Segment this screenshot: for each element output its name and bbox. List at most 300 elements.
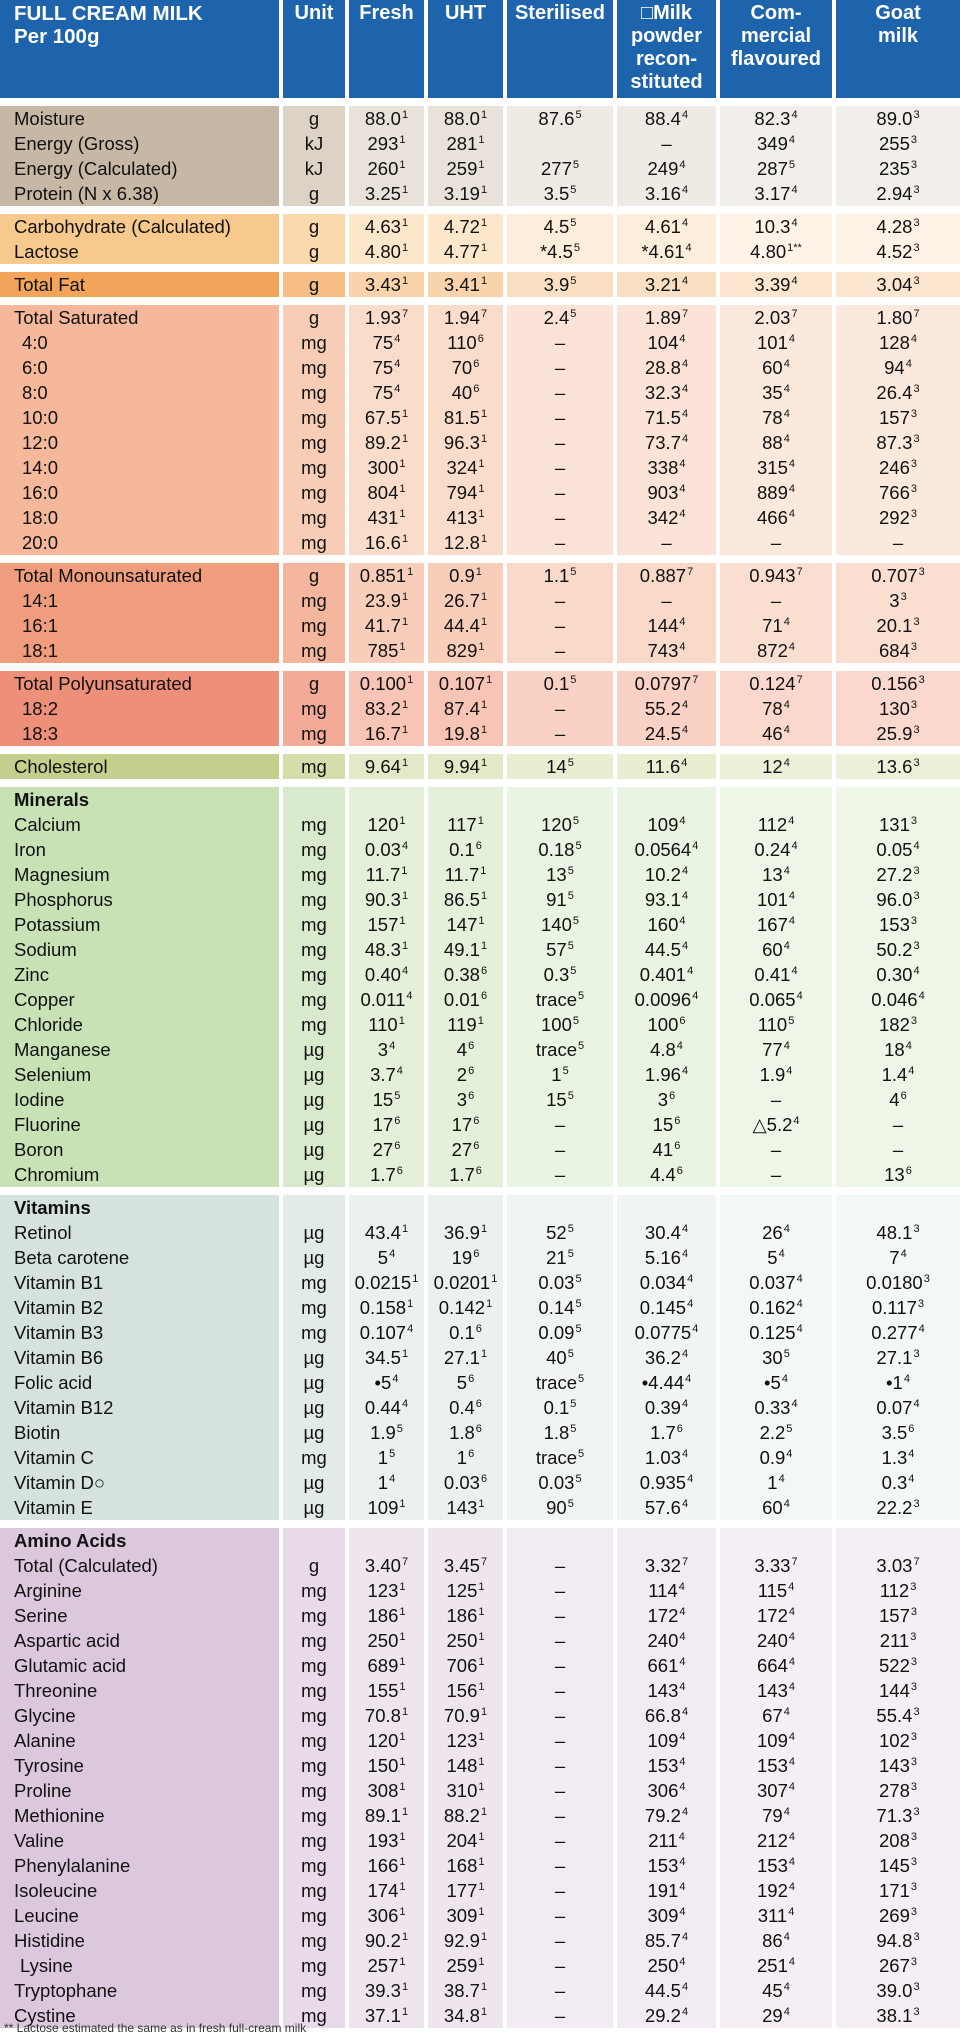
value: 661 bbox=[647, 1655, 679, 1676]
cell-fresh bbox=[349, 837, 424, 862]
value: 171 bbox=[879, 1880, 910, 1901]
cell-uht bbox=[428, 721, 503, 746]
value: 100 bbox=[541, 1014, 572, 1035]
table-row bbox=[0, 1728, 960, 1753]
cell-sterilised bbox=[507, 214, 613, 239]
cell-fresh bbox=[349, 1553, 424, 1578]
cell-name: Beta carotene bbox=[0, 1245, 279, 1270]
cell-milk-powder bbox=[617, 106, 716, 131]
reference-superscript: 1 bbox=[478, 1856, 485, 1868]
value: 804 bbox=[367, 482, 399, 503]
cell-goat bbox=[836, 912, 960, 937]
value: 308 bbox=[367, 1780, 399, 1801]
value: 0.40 bbox=[364, 964, 401, 985]
reference-superscript: 5 bbox=[567, 1348, 574, 1360]
reference-superscript: 3 bbox=[913, 616, 920, 628]
reference-superscript: 4 bbox=[678, 1831, 685, 1843]
cell-name: 8:0 bbox=[0, 380, 279, 405]
table-row bbox=[0, 1778, 960, 1803]
cell-milk-powder bbox=[617, 1012, 716, 1037]
reference-superscript: 5 bbox=[788, 159, 795, 171]
reference-superscript: 4 bbox=[788, 1781, 795, 1793]
value: 23.9 bbox=[364, 590, 401, 611]
value: – bbox=[554, 1955, 566, 1976]
value: 310 bbox=[446, 1780, 478, 1801]
reference-superscript: 5 bbox=[570, 674, 577, 686]
cell-name: Tyrosine bbox=[0, 1753, 279, 1778]
table-subtitle: Per 100g bbox=[14, 25, 100, 48]
value: 29.2 bbox=[644, 2005, 681, 2026]
cell-goat bbox=[836, 455, 960, 480]
cell-commercial bbox=[720, 696, 832, 721]
value: 269 bbox=[879, 1905, 910, 1926]
cell-uht bbox=[428, 239, 503, 264]
cell-uht bbox=[428, 455, 503, 480]
value: 0.142 bbox=[438, 1297, 486, 1318]
cell-commercial bbox=[720, 1953, 832, 1978]
value: 109 bbox=[367, 1497, 399, 1518]
cell-milk-powder bbox=[617, 1803, 716, 1828]
value: 102 bbox=[879, 1730, 910, 1751]
reference-superscript: 1 bbox=[399, 458, 406, 470]
reference-superscript: 3 bbox=[910, 1906, 917, 1918]
cell-name: Chromium bbox=[0, 1162, 279, 1187]
value: – bbox=[554, 2005, 566, 2026]
value: 0.1 bbox=[449, 1322, 475, 1343]
value: 156 bbox=[446, 1680, 478, 1701]
reference-superscript: 5 bbox=[575, 109, 582, 121]
cell-fresh bbox=[349, 1778, 424, 1803]
value: 11.7 bbox=[365, 864, 401, 885]
cell-name: Zinc bbox=[0, 962, 279, 987]
reference-superscript: 1 bbox=[401, 757, 409, 769]
cell-commercial bbox=[720, 1553, 832, 1578]
cell-sterilised bbox=[507, 1828, 613, 1853]
cell-uht bbox=[428, 1653, 503, 1678]
cell-milk-powder bbox=[617, 1878, 716, 1903]
reference-superscript: 1 bbox=[401, 433, 409, 445]
table-row bbox=[0, 380, 960, 405]
cell-uht bbox=[428, 380, 503, 405]
table-row bbox=[0, 1270, 960, 1295]
value: 143 bbox=[879, 1755, 910, 1776]
reference-superscript: 1 bbox=[399, 1756, 406, 1768]
reference-superscript: 1 bbox=[478, 1781, 485, 1793]
reference-superscript: 1 bbox=[478, 159, 485, 171]
cell-commercial bbox=[720, 1603, 832, 1628]
reference-superscript: 4 bbox=[681, 358, 689, 370]
value: 0.1 bbox=[543, 673, 570, 694]
cell-uht bbox=[428, 1703, 503, 1728]
cell-name: 10:0 bbox=[0, 405, 279, 430]
cell-commercial bbox=[720, 1878, 832, 1903]
reference-superscript: 1 bbox=[401, 724, 409, 736]
reference-superscript: 1 bbox=[478, 508, 485, 520]
cell-uht bbox=[428, 1878, 503, 1903]
cell-milk-powder bbox=[617, 530, 716, 555]
cell-name: Total Monounsaturated bbox=[0, 563, 279, 588]
cell-fresh bbox=[349, 696, 424, 721]
cell-uht bbox=[428, 1495, 503, 1520]
reference-superscript: 6 bbox=[468, 1090, 475, 1102]
table-row bbox=[0, 1245, 960, 1270]
cell-milk-powder bbox=[617, 862, 716, 887]
value: 240 bbox=[757, 1630, 788, 1651]
cell-uht bbox=[428, 1828, 503, 1853]
reference-superscript: 4 bbox=[791, 275, 798, 287]
value: 0.30 bbox=[876, 964, 913, 985]
cell-fresh bbox=[349, 812, 424, 837]
value: 278 bbox=[879, 1780, 910, 1801]
reference-superscript: 1 bbox=[480, 184, 488, 196]
value: 150 bbox=[367, 1755, 399, 1776]
value: 1.9 bbox=[370, 1422, 396, 1443]
value: 13.6 bbox=[876, 756, 913, 777]
value: 0.0215 bbox=[354, 1272, 412, 1293]
section-gap bbox=[0, 779, 960, 787]
cell-name: Glycine bbox=[0, 1703, 279, 1728]
reference-superscript: 1 bbox=[407, 566, 414, 578]
cell-uht bbox=[428, 1345, 503, 1370]
cell-goat bbox=[836, 1953, 960, 1978]
value: 26.7 bbox=[443, 590, 480, 611]
cell-fresh bbox=[349, 405, 424, 430]
cell-goat bbox=[836, 1678, 960, 1703]
value: 192 bbox=[757, 1880, 788, 1901]
value: 67.5 bbox=[364, 407, 401, 428]
value: 0.100 bbox=[359, 673, 407, 694]
cell-name: Vitamin B3 bbox=[0, 1320, 279, 1345]
cell-commercial bbox=[720, 530, 832, 555]
value: 21 bbox=[546, 1247, 567, 1268]
cell-milk-powder bbox=[617, 156, 716, 181]
reference-superscript: 6 bbox=[480, 1473, 488, 1485]
cell-name: Protein (N x 6.38) bbox=[0, 181, 279, 206]
cell-commercial bbox=[720, 1728, 832, 1753]
value: 35 bbox=[762, 382, 783, 403]
value: – bbox=[554, 615, 566, 636]
reference-superscript: 4 bbox=[783, 940, 790, 952]
table-row bbox=[0, 1678, 960, 1703]
value: 255 bbox=[879, 133, 910, 154]
cell-fresh bbox=[349, 1528, 424, 1553]
cell-name: 14:0 bbox=[0, 455, 279, 480]
cell-uht bbox=[428, 214, 503, 239]
cell-name: Arginine bbox=[0, 1578, 279, 1603]
reference-superscript: 4 bbox=[783, 408, 790, 420]
value: 18 bbox=[884, 1039, 905, 1060]
table-title: FULL CREAM MILK bbox=[14, 2, 203, 25]
reference-superscript: 4 bbox=[679, 1631, 686, 1643]
reference-superscript: 4 bbox=[679, 815, 686, 827]
reference-superscript: 7 bbox=[791, 308, 798, 320]
cell-unit: mg bbox=[283, 1603, 345, 1628]
cell-sterilised bbox=[507, 1653, 613, 1678]
cell-milk-powder bbox=[617, 2003, 716, 2028]
value: 43.4 bbox=[364, 1222, 401, 1243]
value: 123 bbox=[446, 1730, 478, 1751]
cell-milk-powder bbox=[617, 181, 716, 206]
cell-name: Iron bbox=[0, 837, 279, 862]
cell-fresh bbox=[349, 272, 424, 297]
section-gap bbox=[0, 663, 960, 671]
reference-superscript: 4 bbox=[788, 1606, 795, 1618]
value: 153 bbox=[757, 1855, 788, 1876]
value: 71.3 bbox=[876, 1805, 913, 1826]
cell-commercial bbox=[720, 1162, 832, 1187]
cell-uht bbox=[428, 613, 503, 638]
section-gap bbox=[0, 1520, 960, 1528]
value: 81.5 bbox=[443, 407, 480, 428]
cell-fresh bbox=[349, 455, 424, 480]
reference-superscript: 4 bbox=[679, 1606, 686, 1618]
table-row bbox=[0, 305, 960, 330]
cell-name: Biotin bbox=[0, 1420, 279, 1445]
reference-superscript: 1 bbox=[412, 1273, 419, 1285]
cell-milk-powder bbox=[617, 1112, 716, 1137]
reference-superscript: 1 bbox=[477, 1015, 484, 1027]
cell-commercial bbox=[720, 1853, 832, 1878]
table-row bbox=[0, 1928, 960, 1953]
table-row bbox=[0, 1753, 960, 1778]
reference-superscript: 1 bbox=[480, 408, 488, 420]
reference-superscript: 6 bbox=[480, 990, 488, 1002]
table-header bbox=[0, 0, 960, 98]
reference-superscript: 1 bbox=[401, 275, 409, 287]
cell-goat bbox=[836, 1728, 960, 1753]
section-gap bbox=[0, 1187, 960, 1195]
reference-superscript: 1 bbox=[478, 483, 485, 495]
cell-unit: µg bbox=[283, 1162, 345, 1187]
reference-superscript: 6 bbox=[669, 1090, 676, 1102]
reference-superscript: 1 bbox=[401, 109, 409, 121]
cell-name: Phosphorus bbox=[0, 887, 279, 912]
reference-superscript: 1 bbox=[399, 1681, 406, 1693]
reference-superscript: 4 bbox=[681, 1806, 689, 1818]
cell-commercial bbox=[720, 305, 832, 330]
reference-superscript: 5 bbox=[575, 1473, 582, 1485]
value: 684 bbox=[879, 640, 910, 661]
value: 88.0 bbox=[364, 108, 401, 129]
cell-commercial bbox=[720, 1087, 832, 1112]
cell-goat bbox=[836, 480, 960, 505]
cell-unit: mg bbox=[283, 1628, 345, 1653]
reference-superscript: 1 bbox=[480, 865, 487, 877]
cell-sterilised bbox=[507, 1553, 613, 1578]
cell-name: Total (Calculated) bbox=[0, 1553, 279, 1578]
cell-name: Chloride bbox=[0, 1012, 279, 1037]
value: 3.03 bbox=[876, 1555, 913, 1576]
table-row bbox=[0, 912, 960, 937]
value: trace bbox=[535, 989, 577, 1010]
reference-superscript: 4 bbox=[796, 990, 803, 1002]
value: 0.034 bbox=[639, 1272, 687, 1293]
reference-superscript: 3 bbox=[918, 674, 925, 686]
reference-superscript: 4 bbox=[681, 1981, 689, 1993]
value: 0.14 bbox=[538, 1297, 575, 1318]
value: – bbox=[554, 1780, 566, 1801]
cell-sterilised bbox=[507, 887, 613, 912]
value: 324 bbox=[446, 457, 478, 478]
value: 1 bbox=[377, 1447, 389, 1468]
reference-superscript: 1 bbox=[480, 1348, 488, 1360]
reference-superscript: 4 bbox=[679, 333, 686, 345]
value: – bbox=[661, 133, 672, 154]
cell-uht bbox=[428, 1012, 503, 1037]
cell-uht bbox=[428, 563, 503, 588]
value: 4.8 bbox=[650, 1039, 676, 1060]
cell-sterilised bbox=[507, 1245, 613, 1270]
cell-sterilised bbox=[507, 1578, 613, 1603]
value: •5 bbox=[374, 1372, 392, 1393]
value: 120 bbox=[367, 814, 399, 835]
cell-unit: mg bbox=[283, 1878, 345, 1903]
value: 44.5 bbox=[644, 1980, 681, 2001]
cell-fresh bbox=[349, 1578, 424, 1603]
reference-superscript: 1 bbox=[478, 458, 485, 470]
reference-superscript: 3 bbox=[910, 1831, 917, 1843]
value: 87.4 bbox=[443, 698, 480, 719]
value: *4.61 bbox=[641, 241, 685, 262]
cell-goat bbox=[836, 1553, 960, 1578]
cell-name: Moisture bbox=[0, 106, 279, 131]
value: •4.44 bbox=[641, 1372, 685, 1393]
cell-milk-powder bbox=[617, 613, 716, 638]
cell-milk-powder bbox=[617, 455, 716, 480]
reference-superscript: 6 bbox=[674, 1115, 681, 1127]
cell-uht bbox=[428, 1062, 503, 1087]
value: 0.03 bbox=[538, 1272, 575, 1293]
cell-uht bbox=[428, 1445, 503, 1470]
value: 342 bbox=[647, 507, 679, 528]
value: – bbox=[554, 382, 566, 403]
table-row bbox=[0, 1295, 960, 1320]
cell-commercial bbox=[720, 912, 832, 937]
value: 27 bbox=[451, 1139, 473, 1160]
reference-superscript: 1 bbox=[480, 275, 488, 287]
value: 300 bbox=[367, 457, 399, 478]
reference-superscript: 4 bbox=[681, 408, 689, 420]
cell-unit: µg bbox=[283, 1220, 345, 1245]
cell-sterilised bbox=[507, 1370, 613, 1395]
reference-superscript: 3 bbox=[900, 591, 907, 603]
reference-superscript: 3 bbox=[913, 724, 920, 736]
reference-superscript: 4 bbox=[913, 840, 920, 852]
value: 123 bbox=[367, 1580, 399, 1601]
table-row bbox=[0, 1978, 960, 2003]
value: 17 bbox=[372, 1114, 394, 1135]
value: 235 bbox=[879, 158, 910, 179]
reference-superscript: 3 bbox=[917, 1298, 925, 1310]
table-row bbox=[0, 638, 960, 663]
cell-goat bbox=[836, 1420, 960, 1445]
value: 57 bbox=[546, 939, 567, 960]
cell-goat bbox=[836, 754, 960, 779]
value: 131 bbox=[879, 814, 910, 835]
cell-commercial bbox=[720, 1345, 832, 1370]
table-row bbox=[0, 721, 960, 746]
cell-goat bbox=[836, 355, 960, 380]
section-gap bbox=[0, 264, 960, 272]
value: 259 bbox=[446, 1955, 478, 1976]
cell-unit: mg bbox=[283, 937, 345, 962]
reference-superscript: 4 bbox=[783, 358, 790, 370]
cell-unit: µg bbox=[283, 1112, 345, 1137]
cell-milk-powder bbox=[617, 721, 716, 746]
value: 83.2 bbox=[364, 698, 401, 719]
value: 38.7 bbox=[443, 1980, 480, 2001]
value: 36.9 bbox=[443, 1222, 480, 1243]
value: 1.1 bbox=[543, 565, 570, 586]
reference-superscript: 5 bbox=[572, 815, 579, 827]
cell-uht bbox=[428, 1395, 503, 1420]
reference-superscript: 1 bbox=[401, 1931, 409, 1943]
value: 4.28 bbox=[876, 216, 913, 237]
reference-superscript: 4 bbox=[783, 2006, 790, 2018]
reference-superscript: 1 bbox=[399, 1498, 406, 1510]
value: 101 bbox=[757, 332, 788, 353]
value: – bbox=[770, 532, 782, 553]
cell-milk-powder bbox=[617, 1953, 716, 1978]
cell-uht bbox=[428, 530, 503, 555]
cell-uht bbox=[428, 1370, 503, 1395]
cell-commercial bbox=[720, 1270, 832, 1295]
cell-milk-powder bbox=[617, 588, 716, 613]
cell-unit: mg bbox=[283, 887, 345, 912]
cell-fresh bbox=[349, 1495, 424, 1520]
cell-goat bbox=[836, 239, 960, 264]
cell-unit: µg bbox=[283, 1370, 345, 1395]
value: 0.39 bbox=[644, 1397, 681, 1418]
value: 0.0797 bbox=[634, 673, 692, 694]
reference-superscript: 4 bbox=[679, 1756, 686, 1768]
reference-superscript: 1 bbox=[399, 1656, 406, 1668]
header-milk-powder: □Milk powder recon- stituted bbox=[617, 0, 716, 98]
value: 4.52 bbox=[876, 241, 913, 262]
reference-superscript: 6 bbox=[475, 1398, 482, 1410]
value: 259 bbox=[446, 158, 478, 179]
cell-unit: mg bbox=[283, 2003, 345, 2028]
cell-sterilised bbox=[507, 106, 613, 131]
cell-sterilised bbox=[507, 787, 613, 812]
value: 96.3 bbox=[443, 432, 480, 453]
reference-superscript: 4 bbox=[783, 724, 790, 736]
value: 2.2 bbox=[759, 1422, 786, 1443]
reference-superscript: 4 bbox=[788, 641, 795, 653]
cell-uht bbox=[428, 1420, 503, 1445]
cell-commercial bbox=[720, 480, 832, 505]
reference-superscript: 4 bbox=[679, 159, 686, 171]
value: 0.03 bbox=[538, 1472, 575, 1493]
cell-sterilised bbox=[507, 962, 613, 987]
cell-uht bbox=[428, 1470, 503, 1495]
cell-sterilised bbox=[507, 2003, 613, 2028]
reference-superscript: 1 bbox=[478, 1731, 485, 1743]
reference-superscript: 1 bbox=[398, 1015, 405, 1027]
cell-goat bbox=[836, 837, 960, 862]
reference-superscript: 4 bbox=[781, 1373, 788, 1385]
cell-name: Retinol bbox=[0, 1220, 279, 1245]
reference-superscript: 4 bbox=[788, 1831, 795, 1843]
cell-commercial bbox=[720, 837, 832, 862]
header-uht: UHT bbox=[428, 0, 503, 98]
cell-sterilised bbox=[507, 480, 613, 505]
cell-commercial bbox=[720, 1678, 832, 1703]
reference-superscript: 5 bbox=[578, 1448, 585, 1460]
value: – bbox=[554, 332, 566, 353]
value: – bbox=[554, 698, 566, 719]
cell-name: Magnesium bbox=[0, 862, 279, 887]
